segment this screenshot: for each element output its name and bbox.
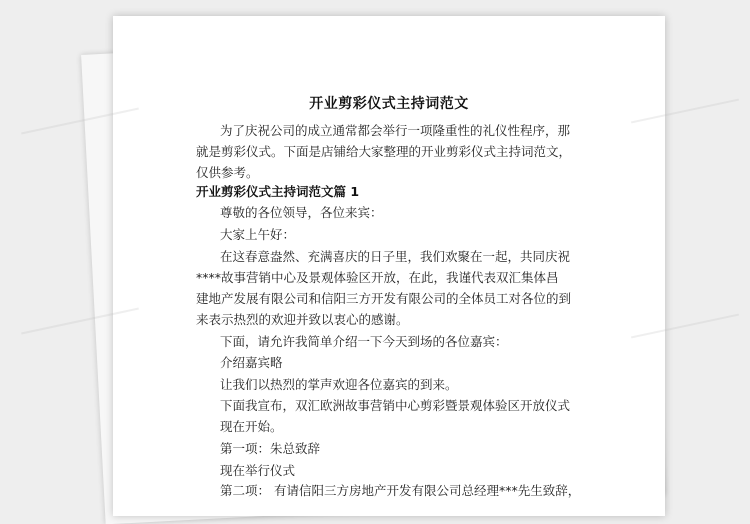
intro-line: 为了庆祝公司的成立通常都会举行一项隆重性的礼仪性程序，那 bbox=[220, 123, 571, 138]
body-line: 介绍嘉宾略 bbox=[220, 355, 283, 370]
body-line: 现在开始。 bbox=[220, 419, 283, 434]
section-heading: 开业剪彩仪式主持词范文篇 1 bbox=[196, 184, 360, 199]
body-line: 现在举行仪式 bbox=[220, 463, 296, 478]
intro-line: 就是剪彩仪式。下面是店铺给大家整理的开业剪彩仪式主持词范文， bbox=[196, 144, 572, 159]
document-title: 开业剪彩仪式主持词范文 bbox=[309, 96, 469, 112]
body-line: 来表示热烈的欢迎并致以衷心的感谢。 bbox=[196, 312, 409, 327]
body-line: 下面我宣布，双汇欧洲故事营销中心剪彩暨景观体验区开放仪式 bbox=[220, 398, 571, 413]
body-line: ****故事营销中心及景观体验区开放，在此，我谨代表双汇集体昌 bbox=[196, 270, 559, 285]
body-line: 下面，请允许我简单介绍一下今天到场的各位嘉宾： bbox=[220, 334, 508, 349]
body-line: 让我们以热烈的掌声欢迎各位嘉宾的到来。 bbox=[220, 377, 458, 392]
body-line: 第二项： 有请信阳三方房地产开发有限公司总经理***先生致辞， bbox=[220, 483, 581, 498]
intro-line: 仅供参考。 bbox=[196, 165, 259, 180]
body-line: 在这春意盎然、充满喜庆的日子里，我们欢聚在一起，共同庆祝 bbox=[220, 249, 571, 264]
body-line: 第一项：朱总致辞 bbox=[220, 441, 321, 456]
body-line: 建地产发展有限公司和信阳三方开发有限公司的全体员工对各位的到 bbox=[196, 291, 572, 306]
body-line: 尊敬的各位领导，各位来宾： bbox=[220, 205, 383, 220]
document-page bbox=[113, 16, 665, 516]
body-line: 大家上午好： bbox=[220, 227, 296, 242]
